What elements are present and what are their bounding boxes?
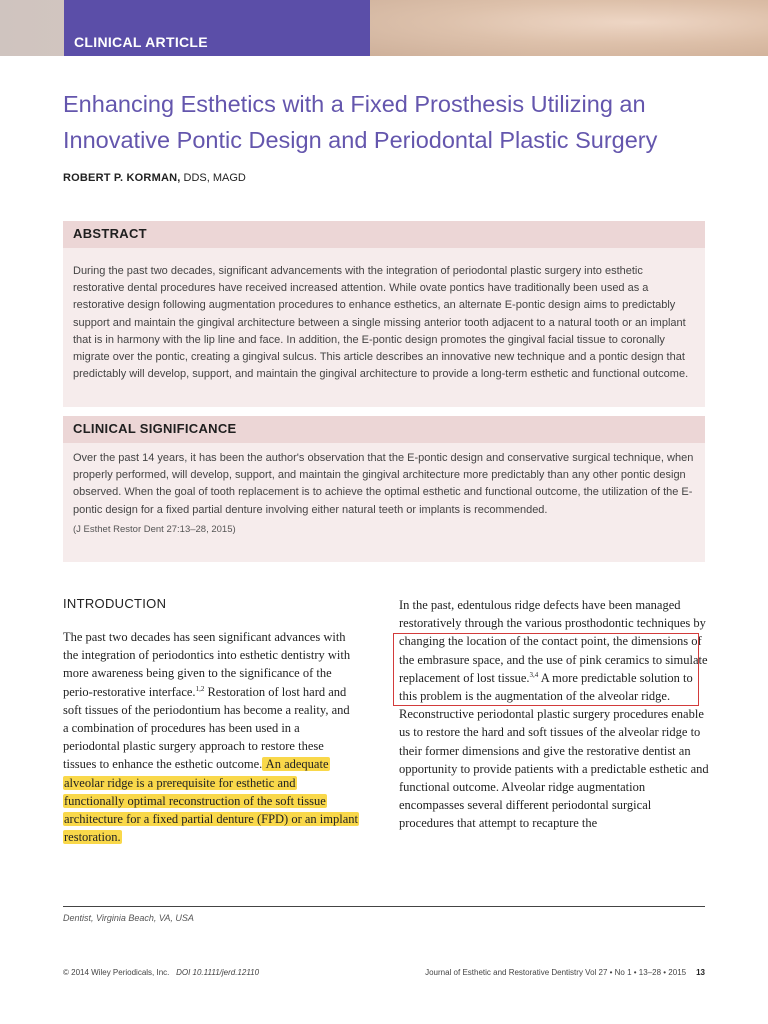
right-column <box>399 596 709 833</box>
annotation-red-box <box>393 633 699 706</box>
abstract-body: During the past two decades, significant advancements with the integration of periodontal plastic surgery into esthetic restorative dental procedures have received increased attention. While ovate pontics have traditionally been used as a restorative design following augmentation procedures to enhance esthetics, an alternate E-pontic design aims to predictably support and maintain the gingival architecture between a single missing anterior tooth adjacent to a natural tooth or an implant that is in harmony with the lip line and face. In addition, the E-pontic design promotes the gingival facial tissue to coronally migrate over the pontic, creating a gingival sulcus. This article describes an innovative new technique and a pontic design that predictably will develop, support, and maintain the gingival architecture to provide a long-term esthetic and functional outcome. <box>73 265 689 381</box>
top-banner <box>0 0 768 56</box>
highlighted-text: An adequate alveolar ridge is a prerequisite for esthetic and functionally optimal reconstruction of the soft tissue architecture for a fixed partial denture (FPD) or an implant restoration. <box>64 757 358 845</box>
abstract-box <box>63 221 705 407</box>
left-column <box>63 596 358 846</box>
section-label <box>64 0 370 56</box>
left-column-text <box>63 628 358 846</box>
author-name: ROBERT P. KORMAN, <box>63 172 181 184</box>
author-line <box>63 172 246 184</box>
footer-left <box>63 968 259 977</box>
intro-paragraph-part: In the past, edentulous ridge defects have been managed restoratively through the various prosthodontic techniques by changing the location of the contact point, the dimensions of the embrasure space, and the use of pink ceramics to simulate replacement of lost tissue. <box>399 598 708 685</box>
section-label-text: CLINICAL ARTICLE <box>74 34 208 50</box>
clinical-significance-body-wrap <box>63 443 705 548</box>
article-title: Enhancing Esthetics with a Fixed Prosthesis Utilizing an Innovative Pontic Design and Periodontal Plastic Surgery <box>63 91 658 153</box>
banner-image <box>330 0 768 56</box>
introduction-heading: INTRODUCTION <box>63 596 167 611</box>
abstract-heading: ABSTRACT <box>63 221 705 248</box>
author-affiliation: Dentist, Virginia Beach, VA, USA <box>63 913 194 923</box>
reference-superscript: 3,4 <box>529 670 539 679</box>
clinical-significance-body: Over the past 14 years, it has been the author's observation that the E-pontic design and conservative surgical technique, when properly performed, will develop, support, and maintain the gingival architecture more predictably than any other pontic design observed. When the goal of tooth replacement is to achieve the optimal esthetic and functional outcome, the utilization of the E-pontic design for a fixed partial denture involving either natural teeth or implants is recommended. <box>73 452 694 516</box>
right-column-text <box>399 596 709 833</box>
page-footer <box>63 968 705 977</box>
clinical-significance-box <box>63 416 705 562</box>
journal-info: Journal of Esthetic and Restorative Dentistry Vol 27 • No 1 • 13–28 • 2015 <box>425 968 687 977</box>
intro-paragraph-part: The past two decades has seen significant advances with the integration of periodontics into esthetic dentistry with more awareness being given to the significance of the perio-restorative interface. <box>63 630 351 699</box>
copyright: © 2014 Wiley Periodicals, Inc. <box>63 968 170 977</box>
footnote-divider <box>63 906 705 907</box>
citation: (J Esthet Restor Dent 27:13–28, 2015) <box>73 523 236 535</box>
clinical-significance-heading: CLINICAL SIGNIFICANCE <box>63 416 705 443</box>
intro-paragraph-part: A more predictable solution to this problem is the augmentation of the alveolar ridge. Reconstructive periodontal plastic surgery procedures enable us to restore the hard and soft tissues of the alveolar ridge to their former dimensions and give the restorative dentist an opportunity to provide patients with a predictable esthetic and functional outcome. Alveolar ridge augmentation encompasses several different periodontal surgical procedures that attempt to recapture the <box>399 670 709 831</box>
footer-right <box>425 968 705 977</box>
intro-paragraph-part: Restoration of lost hard and soft tissues of the periodontium has become a reality, and a combination of procedures has been used in a periodontal plastic surgery approach to restore these tissues to enhance the esthetic outcome. <box>63 684 350 772</box>
author-degrees: DDS, MAGD <box>180 172 246 184</box>
reference-superscript: 1,2 <box>195 684 205 693</box>
doi: DOI 10.1111/jerd.12110 <box>176 968 260 977</box>
page-number: 13 <box>696 968 705 977</box>
